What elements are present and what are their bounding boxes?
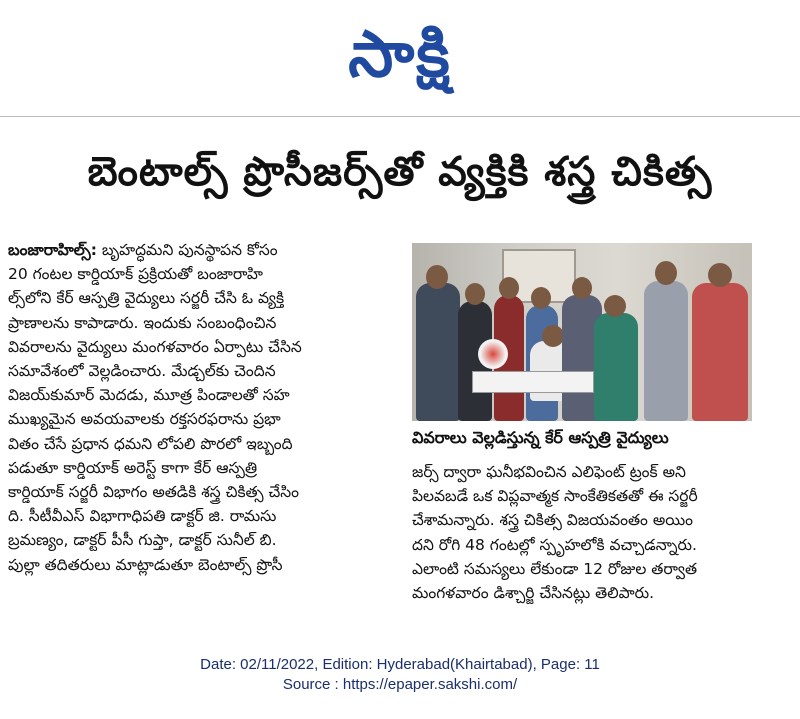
article-line: ఎలాంటి సమస్యలు లేకుండా 12 రోజుల తర్వాత: [412, 559, 697, 578]
masthead: [0, 0, 800, 110]
flower-bouquet: [478, 339, 508, 369]
article-line: మంగళవారం డిశ్చార్జి చేసినట్లు తెలిపారు.: [412, 584, 655, 603]
sakshi-logo: సాక్షి: [348, 18, 452, 92]
article-line: ది. సీటీవీఎస్ విభాగాధిపతి డాక్టర్ జి. రామసు: [8, 507, 277, 526]
photo-table: [472, 371, 594, 393]
article-line: పిలవబడే ఒక విప్లవాత్మక సాంకేతికతతో ఈ సర్జరీ: [412, 487, 698, 506]
person-head: [572, 277, 592, 299]
article-line: ముఖ్యమైన అవయవాలకు రక్తసరఫరాను ప్రభా: [8, 410, 281, 429]
article-photo: [412, 243, 752, 421]
person-head: [604, 295, 626, 317]
person-head: [708, 263, 732, 287]
person-head: [499, 277, 519, 299]
person-head: [542, 325, 564, 347]
person-figure: [692, 283, 748, 421]
person-figure: [594, 313, 638, 421]
article-line: దని రోగి 48 గంటల్లో స్పృహలోకి వచ్చాడన్నారు.: [412, 535, 697, 554]
dateline: బంజారాహిల్స్:: [8, 241, 97, 259]
article-headline: బెంటాల్స్ ప్రొసీజర్స్‌తో వ్యక్తికి శస్త్ర చికిత్స: [87, 149, 713, 195]
article-line: విజయ్‌కుమార్ మెదడు, మూత్ర పిండాలతో సహ: [8, 386, 290, 405]
article-line: చేశామన్నారు. శస్త్ర చికిత్స విజయవంతం అయిం: [412, 511, 694, 530]
person-head: [465, 283, 485, 305]
article-line: 20 గంటల కార్డియాక్ ప్రక్రియతో బంజారాహి: [8, 265, 263, 284]
article-line: వితం చేసే ప్రధాన ధమని లోపలి పొరలో ఇబ్బంది: [8, 434, 293, 453]
article-line: పుల్లా తదితరులు మాట్లాడుతూ బెంటాల్స్ ప్రొసీ: [8, 555, 283, 574]
article-line: కార్డియాక్ సర్జరీ విభాగం అతడికి శస్త్ర చికిత్స చేసిం: [8, 483, 300, 502]
person-figure: [644, 281, 688, 421]
article-line: బ్రమణ్యం, డాక్టర్ పీసీ గుప్తా, డాక్టర్ సునీల్ బి.: [8, 531, 277, 550]
person-figure: [416, 283, 460, 421]
person-head: [655, 261, 677, 285]
article-line: పడుతూ కార్డియాక్ అరెస్ట్ కాగా కేర్ ఆస్పత్రి: [8, 458, 258, 477]
source-line: Source : https://epaper.sakshi.com/: [282, 676, 518, 693]
article-line: జర్స్ ద్వారా ఘనీభవించిన ఎలిఫెంట్ ట్రంక్ అని: [412, 463, 686, 481]
person-head: [531, 287, 551, 309]
masthead-divider: [0, 116, 800, 117]
article-right-column: [412, 460, 796, 605]
article-line: ప్రాణాలను కాపాడారు. ఇందుకు సంబంధించిన: [8, 313, 277, 332]
article-line: ల్స్‌లోని కేర్ ఆస్పత్రి వైద్యులు సర్జరీ చేసి ఓ వ్యక్తి: [8, 289, 285, 308]
edition-line: Date: 02/11/2022, Edition: Hyderabad(Khairtabad), Page: 11: [200, 656, 600, 673]
article-line: వివరాలను వైద్యులు మంగళవారం ఏర్పాటు చేసిన: [8, 337, 302, 356]
article-left-column: [8, 238, 400, 577]
person-head: [426, 265, 448, 289]
article-line: బంజారాహిల్స్: బృహద్ధమని పునస్థాపన కోసం: [8, 241, 278, 259]
article-line: సమావేశంలో వెల్లడించారు. మేడ్చల్‌కు చెందిన: [8, 362, 276, 381]
edition-footer: [0, 655, 800, 695]
photo-caption: వివరాలు వెల్లడిస్తున్న కేర్ ఆస్పత్రి వైద్యులు: [412, 428, 669, 447]
